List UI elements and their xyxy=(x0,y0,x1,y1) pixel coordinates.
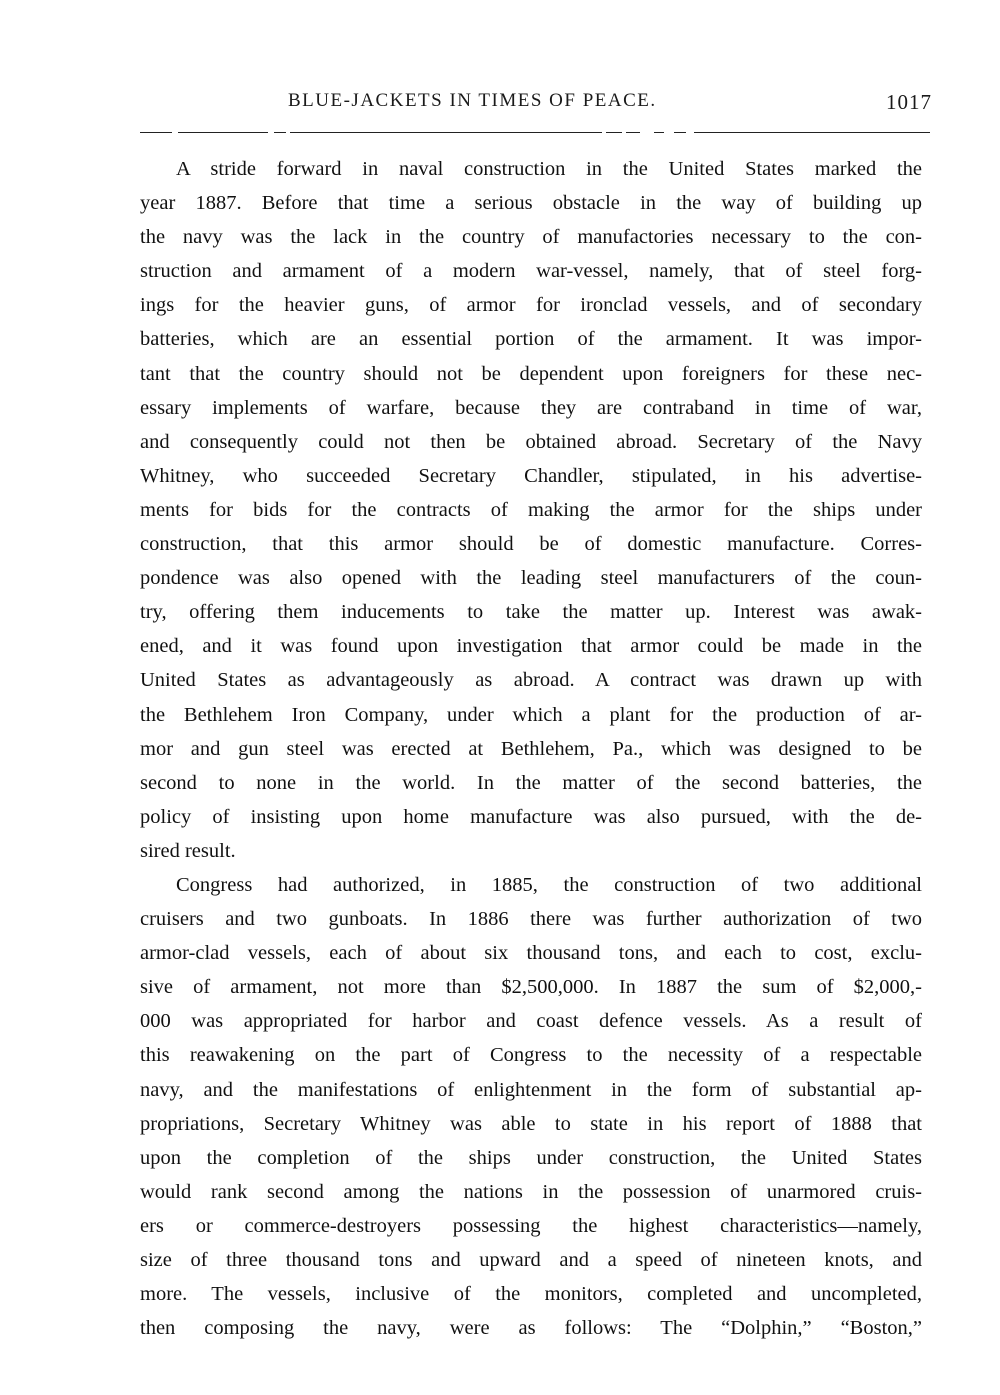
text-line-content: try, offering them inducements to take the matter up. Interest was awak- xyxy=(140,601,922,624)
text-line-content: armor-clad vessels, each of about six thousand tons, and each to cost, exclu- xyxy=(140,942,922,965)
text-line-content: the navy was the lack in the country of manufactories necessary to the con- xyxy=(140,226,922,249)
text-line-content: mor and gun steel was erected at Bethlehem, Pa., which was designed to be xyxy=(140,737,922,760)
text-line-content: essary implements of warfare, because they are contraband in time of war, xyxy=(140,396,922,419)
text-line xyxy=(140,1209,922,1243)
text-line xyxy=(140,1073,922,1107)
body-text xyxy=(140,152,922,1345)
text-line-content: Whitney, who succeeded Secretary Chandler, stipulated, in his advertise- xyxy=(140,464,922,487)
text-line xyxy=(140,732,922,766)
paragraph xyxy=(140,152,922,868)
text-line-content: ened, and it was found upon investigation that armor could be made in the xyxy=(140,635,922,658)
text-line xyxy=(140,493,922,527)
text-line xyxy=(140,1141,922,1175)
text-line xyxy=(140,1277,922,1311)
text-line xyxy=(140,322,922,356)
text-line-content: propriations, Secretary Whitney was able to state in his report of 1888 that xyxy=(140,1112,922,1135)
text-line xyxy=(140,936,922,970)
text-line xyxy=(140,1311,922,1345)
text-line-content: ings for the heavier guns, of armor for ironclad vessels, and of secondary xyxy=(140,294,922,317)
text-line xyxy=(140,595,922,629)
text-line xyxy=(140,868,922,902)
text-line xyxy=(140,220,922,254)
text-line xyxy=(140,561,922,595)
header-rule xyxy=(140,132,930,133)
text-line-content: policy of insisting upon home manufacture was also pursued, with the de- xyxy=(140,805,922,828)
text-line-content: A stride forward in naval construction in the United States marked the xyxy=(176,158,922,180)
text-line-content: would rank second among the nations in the possession of unarmored cruis- xyxy=(140,1180,922,1203)
text-line xyxy=(140,527,922,561)
text-line xyxy=(140,800,922,834)
text-line xyxy=(140,629,922,663)
running-header xyxy=(140,90,932,120)
text-line-content: construction, that this armor should be of domestic manufacture. Corres- xyxy=(140,533,922,556)
text-line-content: Congress had authorized, in 1885, the construction of two additional xyxy=(176,873,922,896)
text-line xyxy=(140,425,922,459)
text-line xyxy=(140,970,922,1004)
text-line xyxy=(140,766,922,800)
text-line-content: batteries, which are an essential portion of the armament. It was impor- xyxy=(140,328,922,351)
text-line xyxy=(140,357,922,391)
paragraph xyxy=(140,868,922,1345)
text-line-content: ers or commerce-destroyers possessing the highest characteristics—namely, xyxy=(140,1214,922,1237)
running-title: BLUE-JACKETS IN TIMES OF PEACE. xyxy=(288,90,657,111)
text-line-content: upon the completion of the ships under construction, the United States xyxy=(140,1146,922,1169)
text-line xyxy=(140,1004,922,1038)
text-line xyxy=(140,152,922,186)
text-line xyxy=(140,1038,922,1072)
text-line-content: year 1887. Before that time a serious obstacle in the way of building up xyxy=(140,192,922,215)
text-line-content: and consequently could not then be obtained abroad. Secretary of the Navy xyxy=(140,430,922,453)
text-line-content: tant that the country should not be dependent upon foreigners for these nec- xyxy=(140,362,922,385)
text-line xyxy=(140,663,922,697)
text-line xyxy=(140,288,922,322)
text-line-content: second to none in the world. In the matter of the second batteries, the xyxy=(140,771,922,794)
text-line-content: navy, and the manifestations of enlightenment in the form of substantial ap- xyxy=(140,1078,922,1101)
text-line-content: then composing the navy, were as follows: The “Dolphin,” “Boston,” xyxy=(140,1317,922,1340)
text-line xyxy=(140,391,922,425)
text-line-content: sired result. xyxy=(140,839,236,862)
text-line-content: ments for bids for the contracts of making the armor for the ships under xyxy=(140,498,922,521)
text-line xyxy=(140,186,922,220)
text-line-content: pondence was also opened with the leading steel manufacturers of the coun- xyxy=(140,567,922,590)
page-number: 1017 xyxy=(886,90,932,114)
text-line-content: United States as advantageously as abroad. A contract was drawn up with xyxy=(140,669,922,692)
text-line-content: cruisers and two gunboats. In 1886 there was further authorization of two xyxy=(140,908,922,931)
text-line xyxy=(140,1175,922,1209)
text-line-content: more. The vessels, inclusive of the monitors, completed and uncompleted, xyxy=(140,1283,922,1306)
text-line xyxy=(140,834,922,868)
text-line-content: this reawakening on the part of Congress to the necessity of a respectable xyxy=(140,1044,922,1067)
text-line xyxy=(140,1243,922,1277)
text-line xyxy=(140,254,922,288)
text-line-content: the Bethlehem Iron Company, under which a plant for the production of ar- xyxy=(140,703,922,726)
text-line xyxy=(140,459,922,493)
text-line-content: sive of armament, not more than $2,500,000. In 1887 the sum of $2,000,- xyxy=(140,976,922,999)
text-line-content: 000 was appropriated for harbor and coast defence vessels. As a result of xyxy=(140,1010,922,1033)
text-line xyxy=(140,902,922,936)
text-line xyxy=(140,1107,922,1141)
text-line-content: size of three thousand tons and upward and a speed of nineteen knots, and xyxy=(140,1249,922,1271)
text-line-content: struction and armament of a modern war-vessel, namely, that of steel forg- xyxy=(140,260,922,283)
text-line xyxy=(140,698,922,732)
